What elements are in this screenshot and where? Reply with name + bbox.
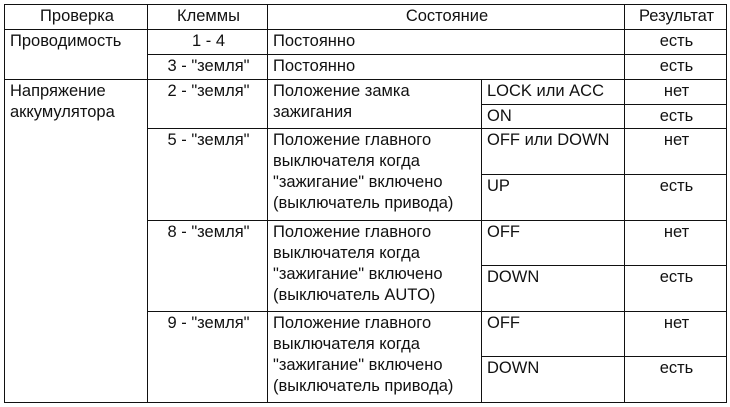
position-cell: OFF [482, 220, 625, 266]
condition-line: Положение замка [273, 81, 410, 100]
condition-line: (выключатель привода) [273, 376, 454, 395]
terminals-cell: 3 - "земля" [148, 54, 268, 79]
voltage-label-line1: Напряжение [10, 81, 106, 100]
condition-line: (выключатель AUTO) [273, 285, 436, 304]
result-cell: есть [625, 104, 727, 129]
position-cell: DOWN [482, 266, 625, 312]
check-table [4, 4, 727, 403]
document-page [4, 4, 726, 403]
result-cell: нет [625, 129, 727, 175]
voltage-label [5, 79, 148, 402]
condition-line: выключателя когда [273, 334, 420, 353]
header-row [5, 5, 727, 30]
table-row [5, 79, 727, 104]
continuity-label: Проводимость [5, 29, 148, 79]
state-cell: Постоянно [268, 54, 625, 79]
result-cell: нет [625, 220, 727, 266]
result-cell: есть [625, 266, 727, 312]
condition-cell [268, 220, 482, 311]
terminals-cell: 2 - "земля" [148, 79, 268, 129]
position-cell: UP [482, 174, 625, 220]
condition-cell [268, 79, 482, 129]
voltage-label-line2: аккумулятора [10, 102, 115, 121]
condition-line: Положение главного [273, 222, 432, 241]
position-cell: ON [482, 104, 625, 129]
terminals-cell: 5 - "земля" [148, 129, 268, 220]
position-cell: OFF [482, 311, 625, 357]
condition-cell [268, 129, 482, 220]
condition-line: выключателя когда [273, 243, 420, 262]
state-cell: Постоянно [268, 29, 625, 54]
terminals-cell: 1 - 4 [148, 29, 268, 54]
position-cell: DOWN [482, 357, 625, 403]
result-cell: есть [625, 174, 727, 220]
header-terminals: Клеммы [148, 5, 268, 30]
header-check: Проверка [5, 5, 148, 30]
condition-line: "зажигание" включено [273, 173, 443, 192]
condition-line: (выключатель привода) [273, 194, 454, 213]
condition-line: Положение главного [273, 313, 432, 332]
result-cell: нет [625, 79, 727, 104]
condition-line: Положение главного [273, 131, 432, 150]
position-cell: LOCK или ACC [482, 79, 625, 104]
result-cell: есть [625, 54, 727, 79]
condition-line: зажигания [273, 102, 353, 121]
condition-cell [268, 311, 482, 402]
condition-line: выключателя когда [273, 152, 420, 171]
terminals-cell: 9 - "земля" [148, 311, 268, 402]
position-cell: OFF или DOWN [482, 129, 625, 175]
result-cell: нет [625, 311, 727, 357]
header-result: Результат [625, 5, 727, 30]
condition-line: "зажигание" включено [273, 264, 443, 283]
condition-line: "зажигание" включено [273, 355, 443, 374]
table-row [5, 29, 727, 54]
result-cell: есть [625, 29, 727, 54]
result-cell: есть [625, 357, 727, 403]
header-state: Состояние [268, 5, 625, 30]
terminals-cell: 8 - "земля" [148, 220, 268, 311]
